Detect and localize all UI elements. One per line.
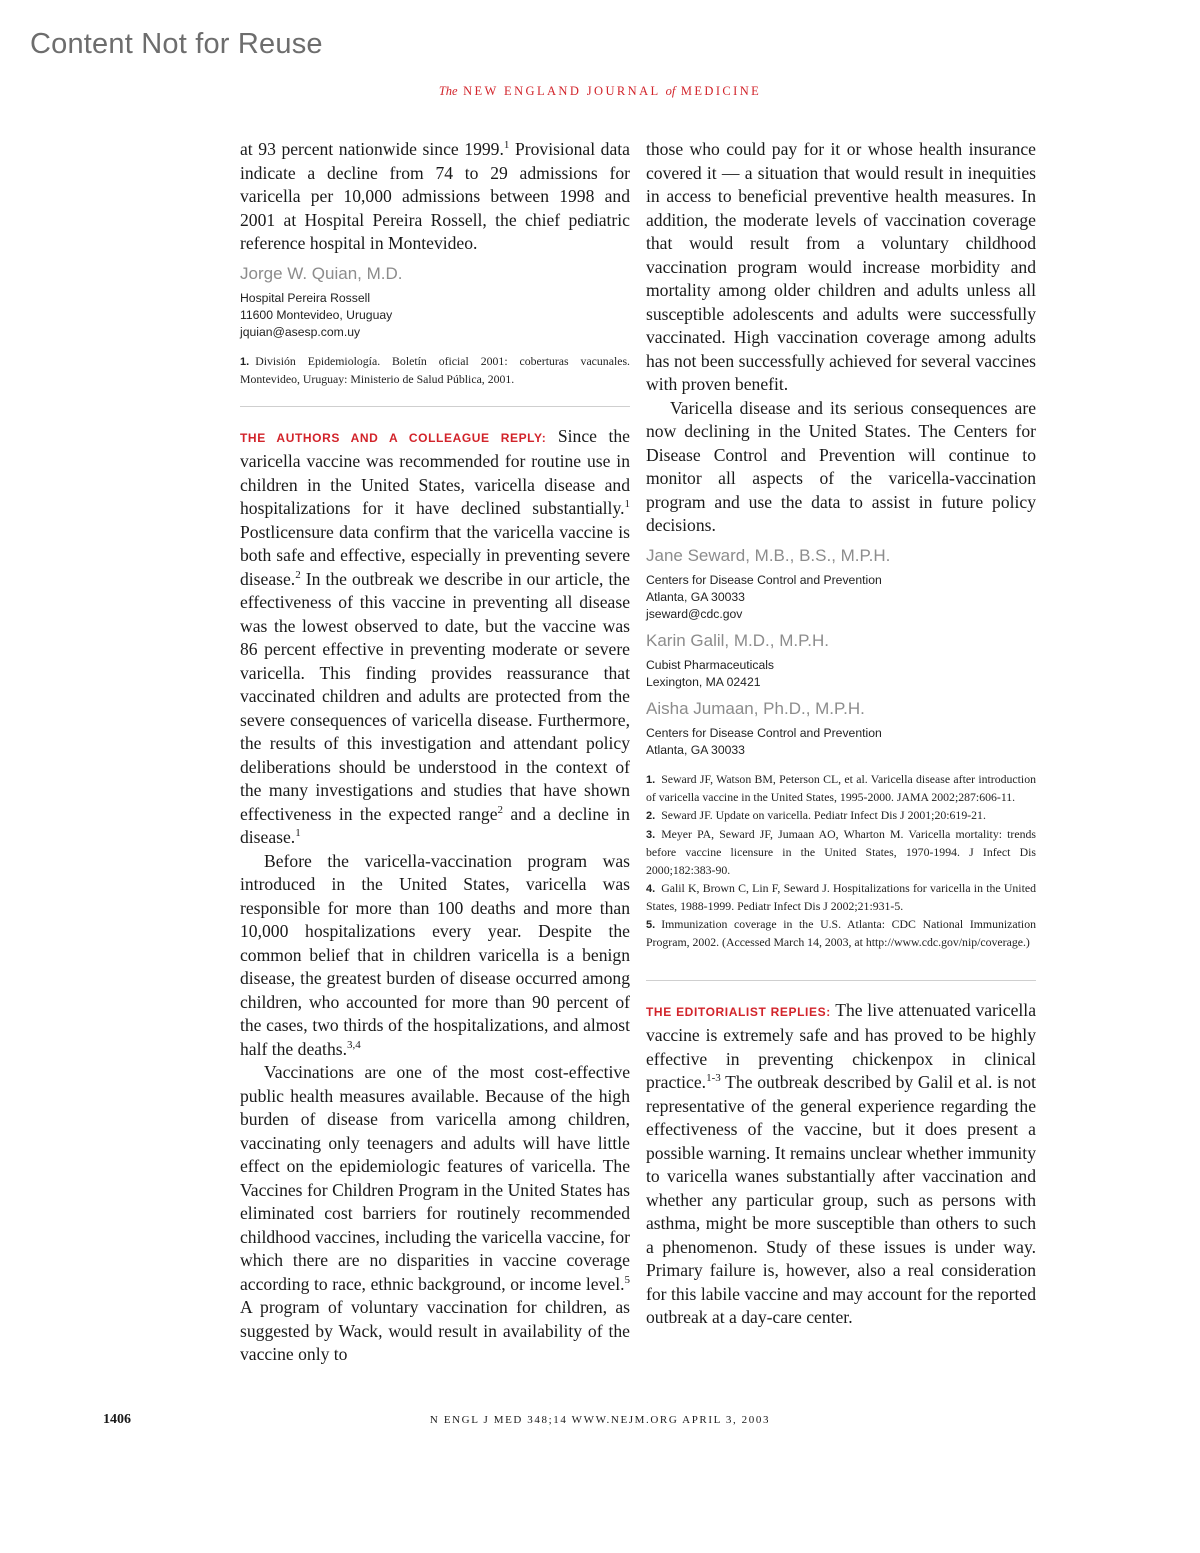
reference-number: 1. xyxy=(240,355,250,368)
citation: 3,4 xyxy=(347,1039,361,1052)
reference-number: 3. xyxy=(646,829,656,842)
reference xyxy=(646,826,1036,879)
text: at 93 percent nationwide since 1999. xyxy=(240,139,504,159)
author-name: Jane Seward, M.B., B.S., M.P.H. xyxy=(646,545,891,565)
section-divider xyxy=(646,980,1036,981)
text: Provisional data indicate a decline from 74 to 29 admissions for varicella per 10,000 admissions between 1998 and 2001 at Hospital Pereira Rossell, the chief pediatric reference hospital in Montevideo. xyxy=(240,139,630,253)
editorialist-heading: THE EDITORIALIST REPLIES: xyxy=(646,1004,831,1019)
affiliation-line: Cubist Pharmaceuticals xyxy=(646,657,775,672)
reference-text: Meyer PA, Seward JF, Jumaan AO, Wharton M. Varicella mortality: trends before vaccine licensure in the United States, 1970-1994. J Infect Dis 2000;182:383-90. xyxy=(646,827,1036,877)
journal-header xyxy=(0,84,1200,99)
author-name: Aisha Jumaan, Ph.D., M.P.H. xyxy=(646,698,865,718)
text: Before the varicella-vaccination program was introduced in the United States, varicella was responsible for more than 100 deaths and more than 10,000 hospitalizations every year. Despite the common belief that in children varicella is a benign disease, the greatest burden of disease occurred among children, who accounted for more than 90 percent of the cases, two thirds of the hospitalizations, and almost half the deaths. xyxy=(240,850,630,1059)
reply-heading: THE AUTHORS AND A COLLEAGUE REPLY: xyxy=(240,430,547,445)
reference xyxy=(646,771,1036,806)
reference-number: 4. xyxy=(646,882,656,895)
reference-text: Seward JF. Update on varicella. Pediatr Infect Dis J 2001;20:619-21. xyxy=(661,807,986,822)
text: Since the varicella vaccine was recommended for routine use in children in the United States, varicella disease and hospitalizations for it have declined substantially. xyxy=(240,425,630,519)
affiliation-line: Atlanta, GA 30033 xyxy=(646,589,745,604)
section-divider xyxy=(240,406,630,407)
reference xyxy=(646,880,1036,915)
text: In the outbreak we describe in our article, the effectiveness of this vaccine in preventing all disease was the lowest observed to date, but the vaccine was 86 percent effective in preventing moderate or severe varicella. This finding provides reassurance that vaccinated children and adults are protected from the severe consequences of varicella disease. Furthermore, the results of this investigation and attendant policy deliberations should be understood in the context of the many investigations and studies that have shown effectiveness in the expected range xyxy=(240,568,630,824)
affiliation-line: Lexington, MA 02421 xyxy=(646,674,761,689)
author-affiliation xyxy=(646,572,1036,623)
references xyxy=(240,353,630,388)
citation: 5 xyxy=(624,1274,630,1287)
text: A program of voluntary vaccination for children, as suggested by Wack, would result in availability of the vaccine only to xyxy=(240,1297,630,1365)
author-email: jquian@asesp.com.uy xyxy=(240,324,361,339)
citation: 2 xyxy=(295,569,301,582)
author-affiliation xyxy=(646,657,1036,691)
reference-text: Immunization coverage in the U.S. Atlanta: CDC National Immunization Program, 2002. (Accessed March 14, 2003, at http://www.cdc.gov/nip/coverage.) xyxy=(646,917,1036,950)
author-email: jseward@cdc.gov xyxy=(646,606,743,621)
text: Vaccinations are one of the most cost-effective public health measures available. Because of the high burden of disease from varicella among children, vaccinating only teenagers and adults will have little effect on the epidemiologic features of varicella. The Vaccines for Children Program in the United States has eliminated cost barriers for routinely recommended childhood vaccines, including the varicella vaccine, for which there are no disparities in vaccine coverage according to race, ethnic background, or income level. xyxy=(240,1062,630,1294)
reply-paragraph xyxy=(240,425,630,850)
reference xyxy=(240,353,630,388)
citation: 2 xyxy=(497,804,504,817)
citation: 1-3 xyxy=(706,1072,721,1085)
citation: 1 xyxy=(503,139,510,152)
reference xyxy=(646,807,1036,825)
text: and a decline in disease. xyxy=(240,803,630,848)
affiliation-line: Hospital Pereira Rossell xyxy=(240,290,371,305)
reference-text: División Epidemiología. Boletín oficial 2001: coberturas vacunales. Montevideo, Uruguay: Ministerio de Salud Pública, 2001. xyxy=(240,353,630,386)
affiliation-line: 11600 Montevideo, Uruguay xyxy=(240,307,393,322)
running-footer: N ENGL J MED 348;14 WWW.NEJM.ORG APRIL 3, 2003 xyxy=(429,1414,771,1426)
author-block xyxy=(646,546,1036,623)
reference-text: Seward JF, Watson BM, Peterson CL, et al. Varicella disease after introduction of varicella vaccine in the United States, 1995-2000. JAMA 2002;287:606-11. xyxy=(646,771,1036,804)
citation: 1 xyxy=(624,498,630,511)
reply-paragraph xyxy=(240,1061,630,1367)
header-the: The xyxy=(438,84,458,98)
letter-paragraph xyxy=(240,138,630,256)
author-affiliation xyxy=(240,290,630,341)
watermark: Content Not for Reuse xyxy=(30,28,323,60)
author-name: Jorge W. Quian, M.D. xyxy=(240,263,403,283)
author-name: Karin Galil, M.D., M.P.H. xyxy=(646,630,829,650)
references xyxy=(646,771,1036,952)
header-of: of xyxy=(665,84,676,98)
text: Postlicensure data confirm that the varicella vaccine is both safe and effective, especially in preventing severe disease. xyxy=(240,521,630,589)
reference-number: 1. xyxy=(646,773,656,786)
reply-paragraph: Varicella disease and its serious consequences are now declining in the United States. The Centers for Disease Control and Prevention will continue to monitor all aspects of the varicella-vaccination program and use the data to assist in future policy decisions. xyxy=(646,397,1036,535)
affiliation-line: Centers for Disease Control and Prevention xyxy=(646,725,882,740)
reference xyxy=(646,916,1036,951)
reference-number: 5. xyxy=(646,919,656,932)
text: The live attenuated varicella vaccine is extremely safe and has proved to be highly effective in preventing chickenpox in clinical practice. xyxy=(646,999,1036,1093)
author-affiliation xyxy=(646,725,1036,759)
header-journal: NEW ENGLAND JOURNAL xyxy=(463,84,661,98)
affiliation-line: Centers for Disease Control and Prevention xyxy=(646,572,882,587)
affiliation-line: Atlanta, GA 30033 xyxy=(646,742,745,757)
right-column xyxy=(646,138,1036,1330)
author-block xyxy=(646,699,1036,759)
citation: 1 xyxy=(295,827,301,840)
reference-text: Galil K, Brown C, Lin F, Seward J. Hospitalizations for varicella in the United States, 1988-1999. Pediatr Infect Dis J 2002;21:931-5. xyxy=(646,880,1036,913)
reply-paragraph xyxy=(240,850,630,1062)
left-column xyxy=(240,138,630,1367)
reply-paragraph: those who could pay for it or whose health insurance covered it — a situation that would result in inequities in access to beneficial preventive health measures. In addition, the moderate levels of vaccination coverage that would result from a voluntary childhood vaccination program would increase morbidity and mortality among older children and adults unless all susceptible adolescents and adults were successfully vaccinated. High vaccination coverage among adults has not been successfully achieved for several vaccines with proven benefit. xyxy=(646,139,1036,394)
author-block xyxy=(646,631,1036,691)
header-medicine: MEDICINE xyxy=(680,84,762,98)
reference-number: 2. xyxy=(646,809,656,822)
text: The outbreak described by Galil et al. is not representative of the general experience regarding the effectiveness of the vaccine, but it does present a possible warning. It remains unclear whether immunity to varicella wanes substantially after vaccination and whether any particular group, such as persons with asthma, might be more susceptible than others to such a phenomenon. Study of these issues is under way. Primary failure is, however, also a real consideration for this labile vaccine and may account for the reported outbreak at a day-care center. xyxy=(646,1072,1036,1328)
page-number: 1406 xyxy=(103,1412,131,1427)
editorialist-paragraph xyxy=(646,999,1036,1330)
